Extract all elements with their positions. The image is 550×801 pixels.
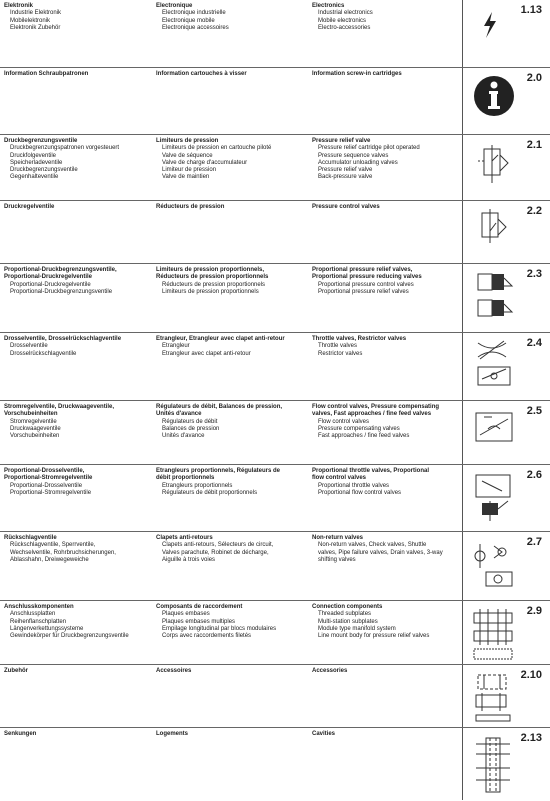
- english-column: [312, 336, 460, 358]
- section-item: Empilage longitudinal par blocs modulaires: [162, 625, 277, 632]
- section-heading: Information Schraubpatronen: [4, 71, 89, 77]
- section-item: Drosselventile: [10, 343, 48, 350]
- english-column: [312, 71, 460, 78]
- section-item: Druckfolgeventile: [10, 152, 57, 159]
- section-item: Limiteur de pression: [162, 167, 217, 174]
- section-item: Corps avec raccordements filetés: [162, 633, 252, 640]
- section-item: Mobile electronics: [318, 17, 367, 24]
- french-column: [156, 468, 304, 497]
- section-item: Valves parachute, Robinet de décharge,: [162, 549, 269, 556]
- section-item: Etrangleurs proportionnels: [162, 482, 233, 489]
- french-column: [156, 604, 304, 640]
- english-column: [312, 668, 460, 675]
- section-item: Line mount body for pressure relief valves: [318, 633, 430, 640]
- section-number: 1.13: [520, 4, 542, 16]
- section-item: Druckbegrenzungsventile: [10, 167, 78, 174]
- section-item: Anschlussplatten: [10, 611, 56, 618]
- section-heading: Non-return valves: [312, 535, 364, 541]
- section-heading: Druckregelventile: [4, 204, 55, 210]
- section-heading: flow control valves: [312, 475, 367, 482]
- section-item: Proportional-Druckregelventile: [10, 281, 91, 288]
- section-item: Aiguille à trois voies: [162, 556, 216, 563]
- section-item: Flow control valves: [318, 418, 370, 425]
- section-heading: Drosselventile, Drosselrückschlagventile: [4, 336, 122, 342]
- section-item: Proportional pressure control valves: [318, 281, 414, 288]
- section-item: Electronique accessoires: [162, 24, 229, 31]
- section-heading: Flow control valves, Pressure compensating: [312, 404, 440, 410]
- section-item: Régulateurs de débit proportionnels: [162, 489, 258, 496]
- section-item: Balances de pression: [162, 425, 220, 432]
- german-column: [4, 604, 150, 640]
- section-heading: Proportional-Stromregelventile: [4, 475, 93, 482]
- section-heading: Information screw-in cartridges: [312, 71, 402, 77]
- section-item: Régulateurs de débit: [162, 418, 218, 425]
- section-item: Back-pressure valve: [318, 174, 373, 181]
- german-column: [4, 138, 150, 182]
- section-item: Wechselventile, Rohrbruchsicherungen,: [10, 549, 116, 556]
- section-heading: Pressure control valves: [312, 204, 380, 210]
- section-item: Gegenhalteventile: [10, 174, 59, 181]
- section-item: Réducteurs de pression proportionnels: [162, 281, 266, 288]
- section-number: 2.7: [526, 536, 542, 548]
- german-column: [4, 267, 150, 296]
- section-heading: valves, Fast approaches / fine feed valves: [312, 411, 432, 418]
- section-heading: Proportional-Drosselventile,: [4, 468, 85, 474]
- section-item: Proportional throttle valves: [318, 482, 390, 489]
- section-heading: Pressure relief valve: [312, 138, 371, 144]
- english-column: [312, 204, 460, 211]
- section-heading: Senkungen: [4, 731, 37, 737]
- section-item: Limiteurs de pression en cartouche piloté: [162, 145, 272, 152]
- section-heading: Connection components: [312, 604, 383, 610]
- german-column: [4, 668, 150, 675]
- section-item: Elektronik Zubehör: [10, 24, 61, 31]
- catalog-row: [0, 664, 550, 728]
- catalog-row: [0, 134, 550, 201]
- german-column: [4, 404, 150, 440]
- section-number: 2.1: [526, 139, 542, 151]
- french-column: [156, 535, 304, 564]
- section-item: Mobilelektronik: [10, 17, 51, 24]
- section-number: 2.10: [520, 669, 542, 681]
- section-item: Valve de séquence: [162, 152, 213, 159]
- french-column: [156, 3, 304, 32]
- section-heading: Proportional pressure reducing valves: [312, 274, 422, 281]
- section-heading: Logements: [156, 731, 189, 737]
- section-item: Industrial electronics: [318, 10, 373, 17]
- section-item: valves, Pipe failure valves, Drain valves, 3-way: [318, 549, 443, 556]
- section-heading: Electronics: [312, 3, 345, 9]
- section-heading: Druckbegrenzungsventile: [4, 138, 78, 144]
- section-heading: Limiteurs de pression proportionnels,: [156, 267, 265, 273]
- section-item: Pressure relief cartridge pilot operated: [318, 145, 420, 152]
- section-item: Druckwaageventile: [10, 425, 61, 432]
- english-column: [312, 468, 460, 497]
- english-column: [312, 267, 460, 296]
- section-heading: Composants de raccordement: [156, 604, 243, 610]
- section-item: Speicherladeventile: [10, 159, 63, 166]
- section-item: Module type manifold system: [318, 625, 396, 632]
- section-item: Ablasshahn, Dreiwegeweiche: [10, 556, 89, 563]
- section-item: Proportional pressure relief valves: [318, 288, 409, 295]
- section-heading: Limiteurs de pression: [156, 138, 219, 144]
- section-heading: Vorschubeinheiten: [4, 411, 58, 418]
- section-item: Clapets anti-retours, Sélecteurs de circuit,: [162, 542, 274, 549]
- section-item: Etrangleur: [162, 343, 190, 350]
- section-number: 2.3: [526, 268, 542, 280]
- section-item: Reihenflanschplatten: [10, 618, 67, 625]
- french-column: [156, 204, 304, 211]
- french-column: [156, 71, 304, 78]
- section-item: Drosselrückschlagventile: [10, 350, 77, 357]
- section-item: Accumulator unloading valves: [318, 159, 398, 166]
- section-item: Längenverkettungssysteme: [10, 625, 84, 632]
- german-column: [4, 731, 150, 738]
- section-heading: Cavities: [312, 731, 336, 737]
- section-item: Proportional flow control valves: [318, 489, 402, 496]
- section-item: Electronique mobile: [162, 17, 215, 24]
- section-item: Pressure sequence valves: [318, 152, 389, 159]
- section-heading: Throttle valves, Restrictor valves: [312, 336, 407, 342]
- section-item: Druckbegrenzungspatronen vorgesteuert: [10, 145, 120, 152]
- section-heading: Anschlusskomponenten: [4, 604, 74, 610]
- german-column: [4, 3, 150, 32]
- section-heading: Electronique: [156, 3, 193, 9]
- catalog-row: [0, 400, 550, 465]
- section-item: Plaques embases multiples: [162, 618, 236, 625]
- english-column: [312, 3, 460, 32]
- catalog-row: [0, 600, 550, 665]
- section-heading: Accessories: [312, 668, 348, 674]
- section-heading: Proportional-Druckbegrenzungsventile,: [4, 267, 117, 273]
- section-heading: Information cartouches à visser: [156, 71, 247, 77]
- section-heading: Proportional pressure relief valves,: [312, 267, 413, 273]
- section-item: Proportional-Stromregelventile: [10, 489, 92, 496]
- french-column: [156, 138, 304, 182]
- section-item: Gewindekörper für Druckbegrenzungsventile: [10, 633, 129, 640]
- catalog-row: [0, 263, 550, 333]
- section-item: Threaded subplates: [318, 611, 372, 618]
- section-heading: débit proportionnels: [156, 475, 215, 482]
- section-item: Industrie Elektronik: [10, 10, 62, 17]
- section-item: Electro-accessories: [318, 24, 371, 31]
- catalog-row: [0, 332, 550, 401]
- french-column: [156, 668, 304, 675]
- section-item: Restrictor valves: [318, 350, 363, 357]
- catalog-row: [0, 531, 550, 601]
- french-column: [156, 267, 304, 296]
- section-number: 2.2: [526, 205, 542, 217]
- section-item: Plaques embases: [162, 611, 210, 618]
- catalog-row: [0, 464, 550, 532]
- section-heading: Clapets anti-retours: [156, 535, 213, 541]
- section-item: Pressure compensating valves: [318, 425, 400, 432]
- german-column: [4, 204, 150, 211]
- catalog-row: [0, 727, 550, 801]
- english-column: [312, 604, 460, 640]
- section-item: Proportional-Drosselventile: [10, 482, 83, 489]
- german-column: [4, 468, 150, 497]
- section-heading: Elektronik: [4, 3, 34, 9]
- french-column: [156, 731, 304, 738]
- section-number: 2.5: [526, 405, 542, 417]
- section-heading: Zubehör: [4, 668, 28, 674]
- german-column: [4, 336, 150, 358]
- section-item: Vorschubeinheiten: [10, 433, 60, 440]
- catalog-row: [0, 67, 550, 135]
- section-item: Multi-station subplates: [318, 618, 378, 625]
- section-heading: Etrangleur, Etrangleur avec clapet anti-retour: [156, 336, 285, 342]
- section-item: Limiteurs de pression proportionnels: [162, 288, 259, 295]
- section-number: 2.13: [520, 732, 542, 744]
- section-heading: Réducteurs de pression: [156, 204, 225, 210]
- section-heading: Etrangleurs proportionnels, Régulateurs de: [156, 468, 281, 474]
- section-item: Unités d'avance: [162, 433, 205, 440]
- english-column: [312, 138, 460, 182]
- section-item: shifting valves: [318, 556, 356, 563]
- section-item: Stromregelventile: [10, 418, 57, 425]
- section-item: Fast approaches / fine feed valves: [318, 433, 410, 440]
- section-item: Valve de charge d'accumulateur: [162, 159, 248, 166]
- section-heading: Réducteurs de pression proportionnels: [156, 274, 269, 281]
- section-heading: Proportional throttle valves, Proportional: [312, 468, 430, 474]
- section-heading: Proportional-Druckregelventile: [4, 274, 93, 281]
- section-number: 2.4: [526, 337, 542, 349]
- french-column: [156, 336, 304, 358]
- section-item: Rückschlagventile, Sperrventile,: [10, 542, 96, 549]
- section-heading: Régulateurs de débit, Balances de pression,: [156, 404, 283, 410]
- german-column: [4, 535, 150, 564]
- section-heading: Rückschlagventile: [4, 535, 57, 541]
- catalog-row: [0, 200, 550, 264]
- german-column: [4, 71, 150, 78]
- section-item: Pressure relief valve: [318, 167, 373, 174]
- section-item: Etrangleur avec clapet anti-retour: [162, 350, 251, 357]
- section-item: Electronique industrielle: [162, 10, 226, 17]
- catalog-row: [0, 0, 550, 67]
- french-column: [156, 404, 304, 440]
- section-item: Valve de maintien: [162, 174, 210, 181]
- english-column: [312, 731, 460, 738]
- section-item: Non-return valves, Check valves, Shuttle: [318, 542, 427, 549]
- section-number: 2.0: [526, 72, 542, 84]
- section-heading: Accessoires: [156, 668, 192, 674]
- section-item: Proportional-Druckbegrenzungsventile: [10, 288, 113, 295]
- section-heading: Stromregelventile, Druckwaageventile,: [4, 404, 115, 410]
- section-item: Throttle valves: [318, 343, 358, 350]
- english-column: [312, 404, 460, 440]
- english-column: [312, 535, 460, 564]
- section-number: 2.9: [526, 605, 542, 617]
- section-heading: Unités d'avance: [156, 411, 202, 418]
- section-number: 2.6: [526, 469, 542, 481]
